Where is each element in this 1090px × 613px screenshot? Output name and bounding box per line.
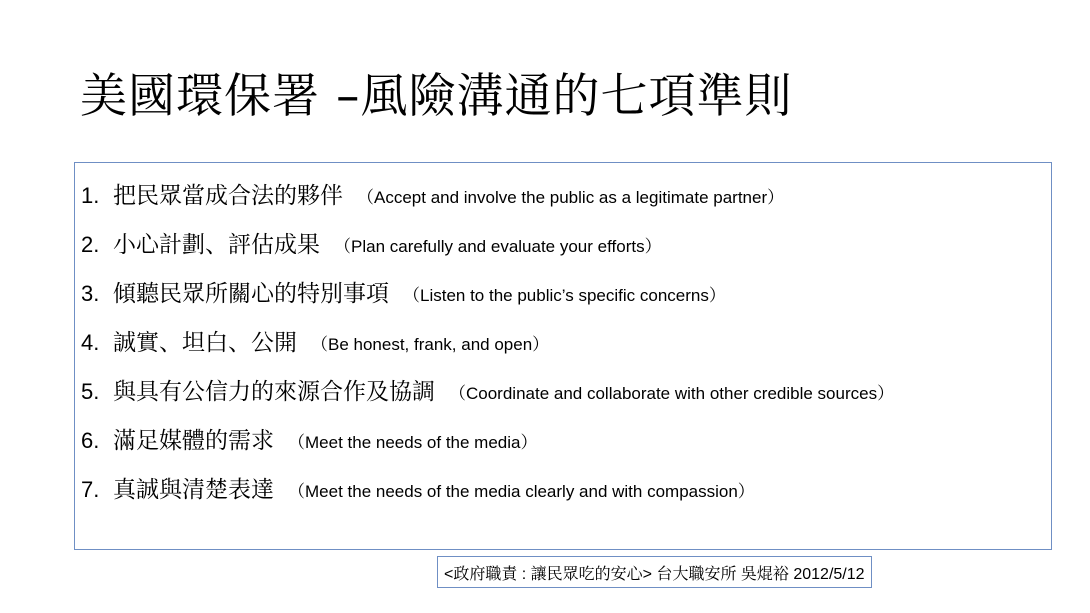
list-item [81,422,537,462]
item-number: 2. [81,232,100,257]
list-item [81,471,755,511]
item-english-text: （Be honest, frank, and open） [311,335,550,354]
slide-title: 美國環保署 –風險溝通的七項準則 [80,69,793,124]
item-chinese-text: 真誠與清楚表達 [113,477,274,503]
list-item [81,275,726,315]
item-english-text: （Listen to the public’s specific concerns） [403,286,726,305]
item-english-text: （Accept and involve the public as a legitimate partner） [357,188,785,207]
item-chinese-text: 滿足媒體的需求 [113,428,274,454]
item-chinese-text: 誠實、坦白、公開 [113,330,297,356]
item-number: 1. [81,183,100,208]
item-chinese-text: 小心計劃、評估成果 [113,232,320,258]
footer-citation [437,556,872,588]
item-number: 4. [81,330,100,355]
item-number: 7. [81,477,100,502]
list-item [81,177,784,217]
item-number: 3. [81,281,100,306]
footer-text: <政府職責 : 讓民眾吃的安心> 台大職安所 吳焜裕 2012/5/12 [444,565,865,583]
item-chinese-text: 與具有公信力的來源合作及協調 [113,379,435,405]
item-number: 6. [81,428,100,453]
item-chinese-text: 傾聽民眾所關心的特別事項 [113,281,389,307]
item-english-text: （Meet the needs of the media） [288,433,538,452]
item-chinese-text: 把民眾當成合法的夥伴 [113,183,343,209]
guidelines-box [74,162,1052,550]
item-number: 5. [81,379,100,404]
list-item [81,226,662,266]
list-item [81,324,549,364]
item-english-text: （Coordinate and collaborate with other credible sources） [449,384,895,403]
item-english-text: （Meet the needs of the media clearly and with compassion） [288,482,755,501]
list-item [81,373,894,413]
item-english-text: （Plan carefully and evaluate your efforts） [334,237,662,256]
